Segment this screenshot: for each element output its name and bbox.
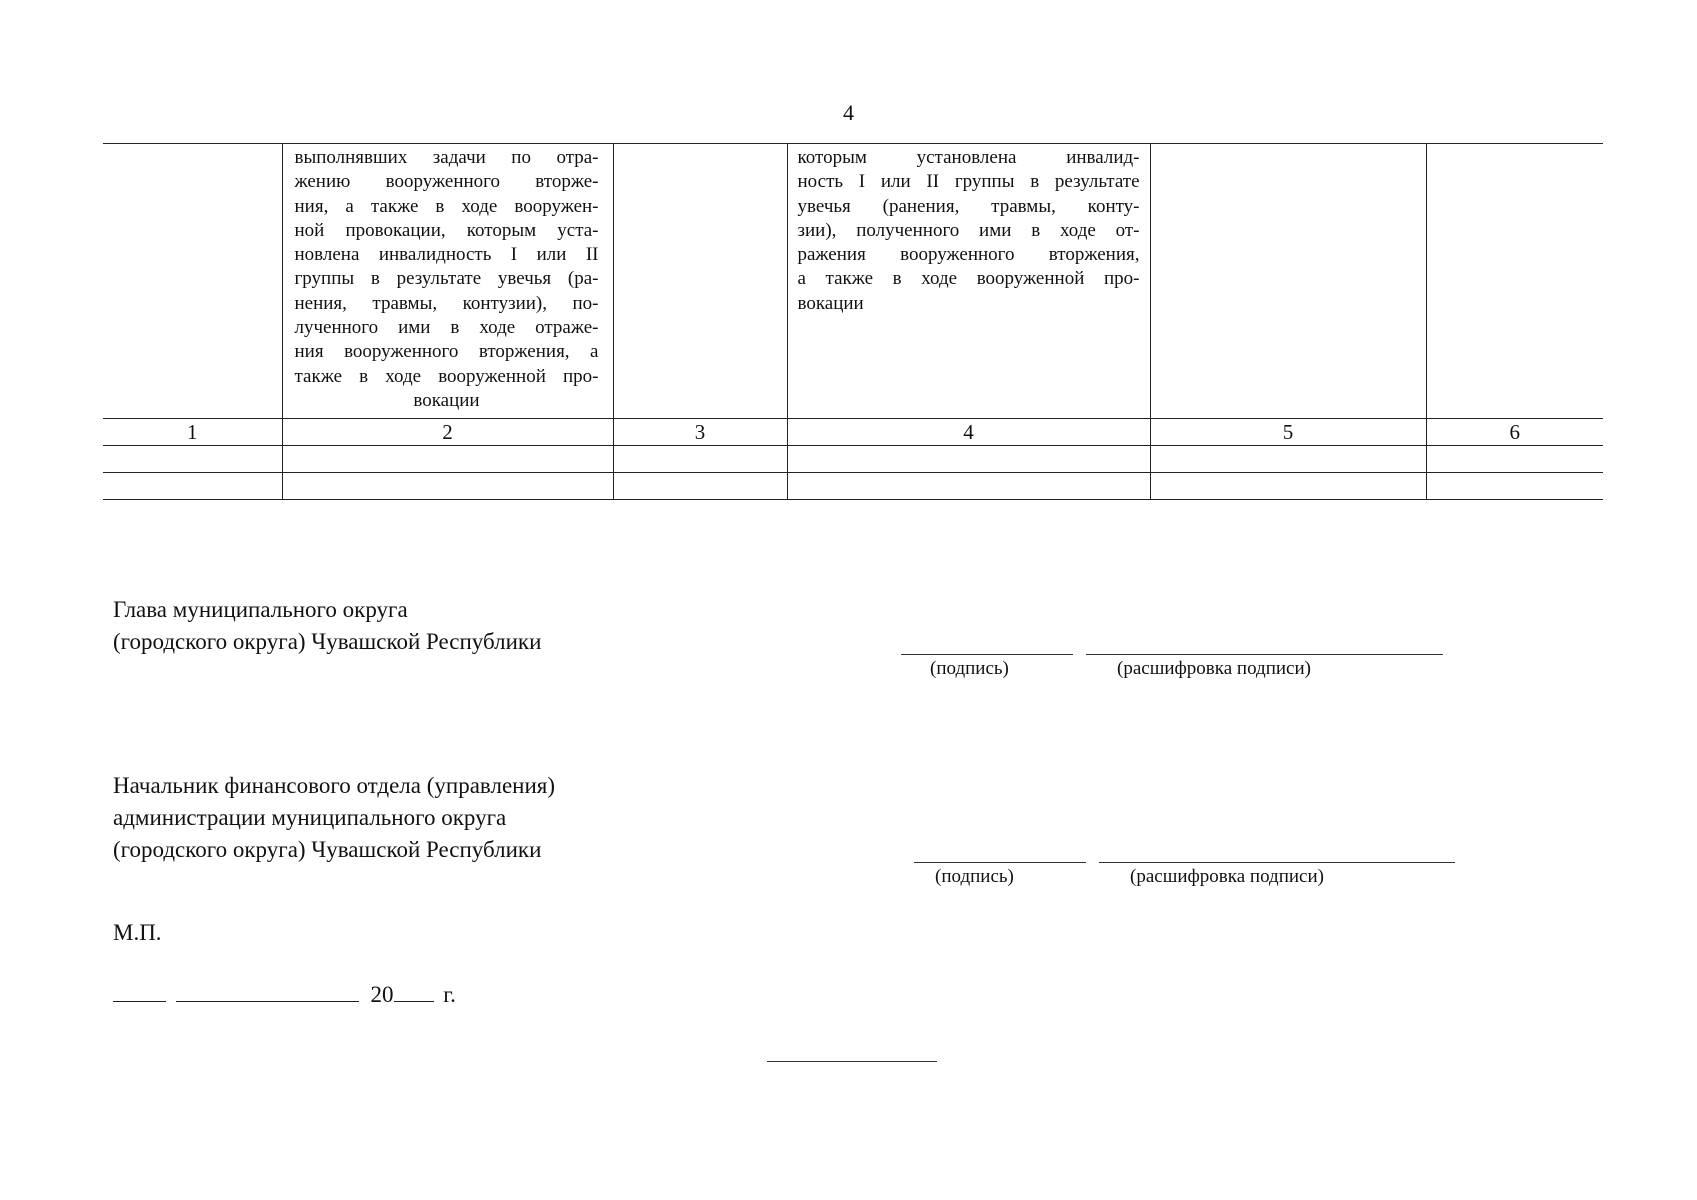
- table-cell[interactable]: [282, 446, 613, 473]
- column-4-header-line: увечья (ранения, травмы, конту-: [797, 195, 1140, 217]
- signatory-title-line: (городского округа) Чувашской Республики: [113, 837, 542, 862]
- column-number-4: 4: [787, 419, 1150, 446]
- table-cell[interactable]: [613, 446, 787, 473]
- column-number-5: 5: [1150, 419, 1426, 446]
- column-2-header-line: ной провокации, которым уста-: [294, 219, 599, 241]
- finance-chief-signatory-title: [113, 770, 555, 866]
- signature-caption: (подпись): [930, 658, 1009, 679]
- table-cell[interactable]: [1150, 446, 1426, 473]
- column-2-header-line: вокации: [413, 389, 480, 411]
- signatory-title-line: администрации муниципального округа: [113, 805, 507, 830]
- signature-caption: (подпись): [935, 866, 1014, 887]
- column-number-6: 6: [1426, 419, 1603, 446]
- column-2-header-line: также в ходе вооруженной про-: [294, 365, 599, 387]
- date-year-prefix: 20: [370, 982, 394, 1007]
- column-number-2: 2: [282, 419, 613, 446]
- signature-decoding-line[interactable]: [1099, 862, 1455, 863]
- table-cell-4: [787, 144, 1150, 419]
- table-row: [103, 473, 1603, 500]
- head-signatory-title: [113, 594, 541, 658]
- date-month-blank[interactable]: [176, 981, 359, 1002]
- decoding-caption: (расшифровка подписи): [1117, 658, 1311, 679]
- column-4-header-line: а также в ходе вооруженной про-: [797, 268, 1140, 290]
- column-4-header-line: которым установлена инвалид-: [797, 147, 1140, 168]
- signatory-title-line: (городского округа) Чувашской Республики: [113, 629, 542, 654]
- column-2-header-text: [283, 144, 613, 413]
- page-number: 4: [843, 100, 854, 125]
- date-year-suffix: г.: [443, 982, 456, 1007]
- signature-line[interactable]: [914, 862, 1086, 863]
- table-row: [103, 446, 1603, 473]
- table-cell[interactable]: [613, 473, 787, 500]
- table-cell-6: [1426, 144, 1603, 419]
- date-day-blank[interactable]: [113, 981, 166, 1002]
- table-cell[interactable]: [1426, 446, 1603, 473]
- column-2-header-line: группы в результате увечья (ра-: [294, 268, 599, 290]
- column-2-header-line: новлена инвалидность I или II: [294, 244, 599, 266]
- decoding-caption: (расшифровка подписи): [1130, 866, 1324, 887]
- column-4-header-line: ражения вооруженного вторжения,: [797, 244, 1140, 266]
- column-4-header-line: вокации: [797, 292, 864, 314]
- stamp-label: М.П.: [113, 920, 162, 945]
- table-cell-3: [613, 144, 787, 419]
- column-number-1: 1: [103, 419, 282, 446]
- table-row-continued-header: [103, 144, 1603, 419]
- table-cell[interactable]: [1426, 473, 1603, 500]
- column-2-header-line: нения, травмы, контузии), по-: [294, 292, 599, 314]
- signature-decoding-line[interactable]: [1086, 654, 1443, 655]
- column-4-header-line: ность I или II группы в результате: [797, 171, 1140, 193]
- table-cell[interactable]: [787, 446, 1150, 473]
- table-cell[interactable]: [282, 473, 613, 500]
- column-2-header-line: ния вооруженного вторжения, а: [294, 341, 599, 363]
- signatory-title-line: Начальник финансового отдела (управления): [113, 773, 556, 798]
- table-cell[interactable]: [787, 473, 1150, 500]
- table-cell-1: [103, 144, 282, 419]
- column-2-header-line: жению вооруженного вторже-: [294, 171, 599, 193]
- end-of-document-rule: [767, 1061, 937, 1062]
- table-cell[interactable]: [1150, 473, 1426, 500]
- report-table: [103, 143, 1603, 500]
- signatory-title-line: Глава муниципального округа: [113, 597, 408, 622]
- date-line: [113, 980, 456, 1010]
- date-year-blank[interactable]: [394, 981, 434, 1002]
- column-2-header-line: ния, а также в ходе вооружен-: [294, 195, 599, 217]
- table-cell-5: [1150, 144, 1426, 419]
- signature-line[interactable]: [901, 654, 1073, 655]
- table-cell[interactable]: [103, 473, 282, 500]
- table-cell[interactable]: [103, 446, 282, 473]
- column-4-header-line: зии), полученного ими в ходе от-: [797, 219, 1140, 241]
- table-row-column-numbers: [103, 419, 1603, 446]
- column-number-3: 3: [613, 419, 787, 446]
- column-2-header-line: выполнявших задачи по отра-: [294, 147, 599, 168]
- table-cell-2: [282, 144, 613, 419]
- column-2-header-line: лученного ими в ходе отраже-: [294, 317, 599, 339]
- column-4-header-text: [788, 144, 1150, 316]
